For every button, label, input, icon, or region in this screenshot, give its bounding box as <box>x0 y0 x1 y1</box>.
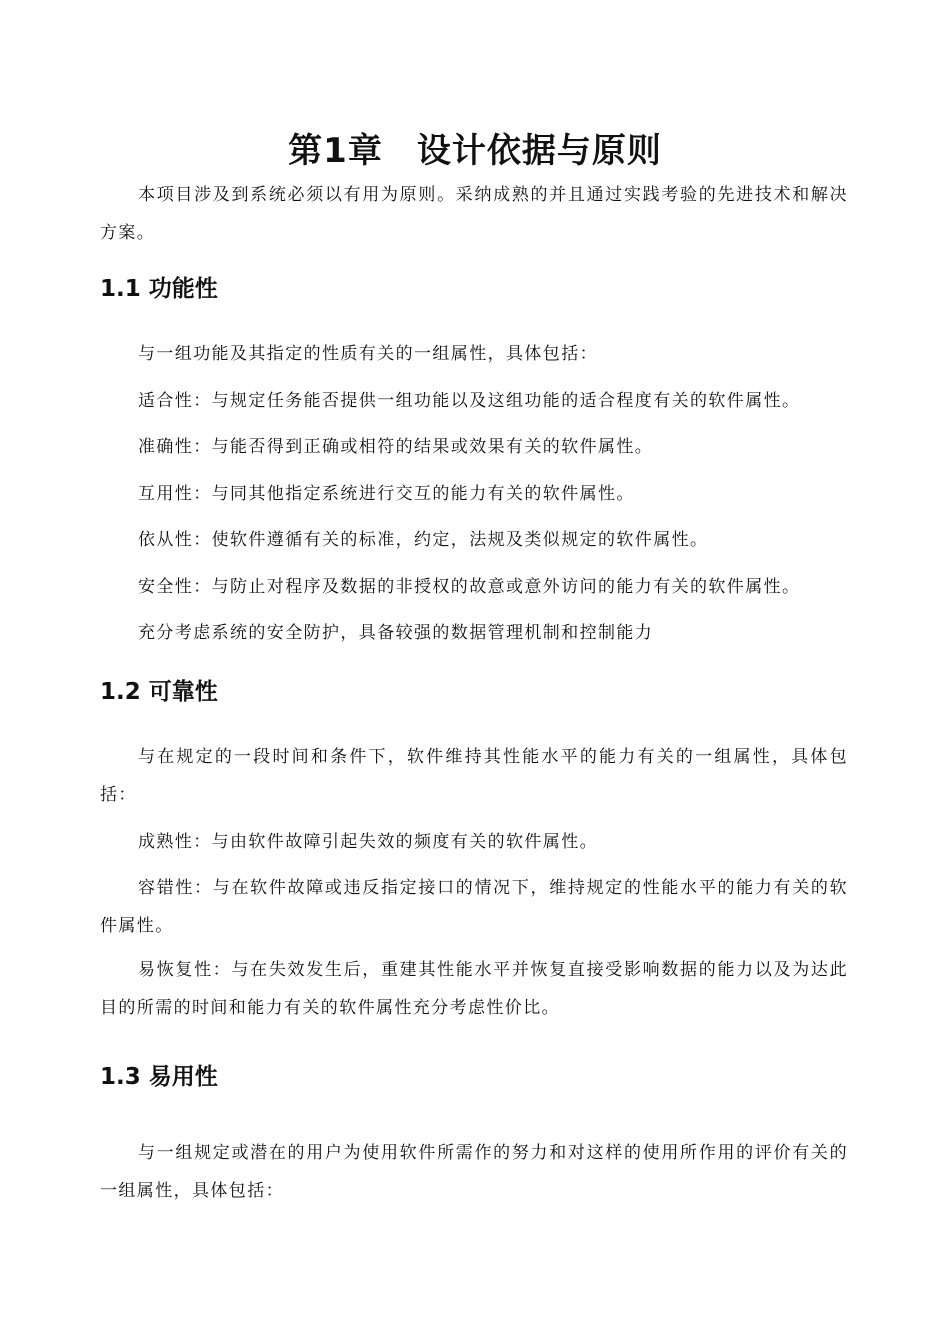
functionality-item-suitability: 适合性：与规定任务能否提供一组功能以及这组功能的适合程度有关的软件属性。 <box>138 391 801 411</box>
section-heading-usability: 1.3 易用性 <box>100 1064 218 1090</box>
reliability-item-fault-tolerance: 容错性：与在软件故障或违反指定接口的情况下，维持规定的性能水平的能力有关的软件属性。 <box>100 878 848 936</box>
functionality-item-accuracy: 准确性：与能否得到正确或相符的结果或效果有关的软件属性。 <box>138 437 654 457</box>
chapter-number: 第1章 <box>288 130 383 171</box>
section-heading-functionality: 1.1 功能性 <box>100 276 218 302</box>
reliability-item-recoverability: 易恢复性：与在失效发生后，重建其性能水平并恢复直接受影响数据的能力以及为达此目的所需的时间和能力有关的软件属性充分考虑性价比。 <box>100 960 848 1018</box>
chapter-title-text: 设计依据与原则 <box>416 130 662 171</box>
functionality-item-security: 安全性：与防止对程序及数据的非授权的故意或意外访问的能力有关的软件属性。 <box>138 577 801 597</box>
section-heading-reliability: 1.2 可靠性 <box>100 679 218 705</box>
section-lead-functionality: 与一组功能及其指定的性质有关的一组属性，具体包括： <box>138 344 598 364</box>
intro-paragraph: 本项目涉及到系统必须以有用为原则。采纳成熟的并且通过实践考验的先进技术和解决方案。 <box>100 185 848 243</box>
functionality-item-compliance: 依从性：使软件遵循有关的标准，约定，法规及类似规定的软件属性。 <box>138 530 709 550</box>
section-lead-usability: 与一组规定或潜在的用户为使用软件所需作的努力和对这样的使用所作用的评价有关的一组属性，具体包括： <box>100 1143 848 1201</box>
section-lead-reliability: 与在规定的一段时间和条件下，软件维持其性能水平的能力有关的一组属性，具体包括： <box>100 747 848 805</box>
chapter-title <box>0 123 950 172</box>
reliability-item-maturity: 成熟性：与由软件故障引起失效的频度有关的软件属性。 <box>138 832 598 852</box>
functionality-item-security-note: 充分考虑系统的安全防护，具备较强的数据管理机制和控制能力 <box>138 623 654 643</box>
functionality-item-interoperability: 互用性：与同其他指定系统进行交互的能力有关的软件属性。 <box>138 484 635 504</box>
